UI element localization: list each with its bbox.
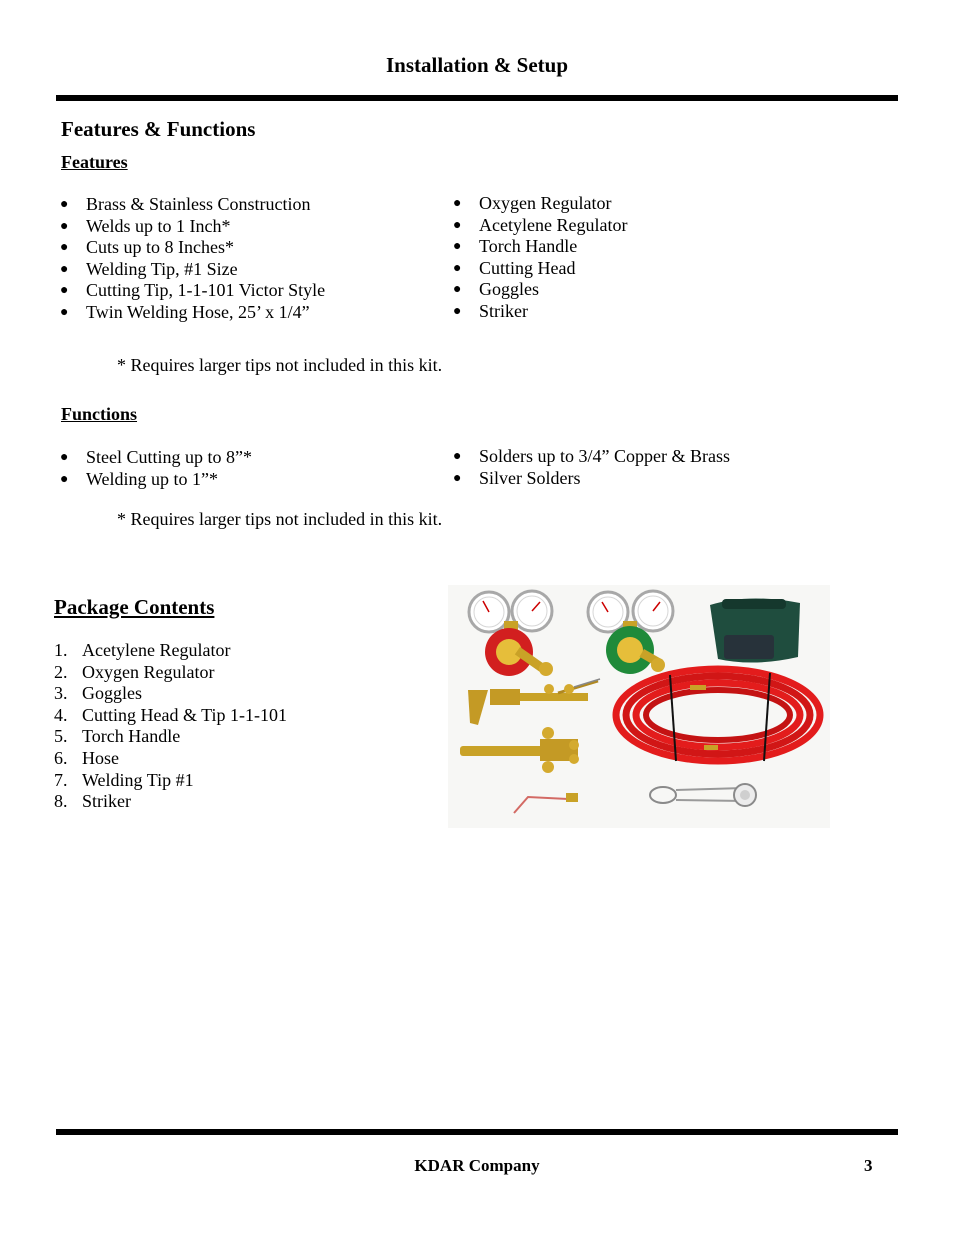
list-item: 5. Torch Handle	[54, 726, 181, 747]
bullet-icon: ●	[60, 471, 69, 487]
bullet-icon: ●	[453, 196, 462, 211]
page-number: 3	[864, 1156, 873, 1175]
hose-image	[616, 669, 820, 761]
list-item: 2. Oxygen Regulator	[54, 661, 215, 682]
bullet-icon: ●	[60, 197, 69, 212]
bullet-icon: ●	[60, 261, 69, 277]
list-item: ● Goggles	[453, 279, 539, 300]
list-item: ● Welding up to 1”*	[60, 468, 219, 489]
welding-tip-image	[514, 793, 578, 813]
list-item: ● Cutting Head	[453, 257, 576, 278]
list-item: ● Silver Solders	[453, 467, 581, 488]
bullet-icon: ●	[60, 304, 69, 320]
header-rule	[56, 95, 898, 101]
list-item: 4. Cutting Head & Tip 1-1-101	[54, 704, 288, 725]
list-item: ● Brass & Stainless Construction	[60, 194, 311, 214]
cutting-head-image	[468, 679, 600, 725]
features-note: * Requires larger tips not included in this kit.	[117, 355, 443, 375]
functions-note: * Requires larger tips not included in this kit.	[117, 509, 443, 529]
list-item: ● Cutting Tip, 1-1-101 Victor Style	[60, 280, 326, 301]
list-item: 7. Welding Tip #1	[54, 769, 194, 790]
list-item: 8. Striker	[54, 791, 131, 812]
bullet-icon: ●	[453, 282, 462, 298]
torch-handle-image	[460, 727, 579, 773]
bullet-icon: ●	[453, 217, 462, 233]
footer-rule	[56, 1129, 898, 1135]
bullet-icon: ●	[453, 449, 462, 464]
list-item: 3. Goggles	[54, 683, 142, 704]
features-list-right	[451, 193, 627, 323]
package-contents-photo	[448, 585, 830, 828]
package-contents-heading: Package Contents	[54, 595, 215, 619]
list-item: ● Acetylene Regulator	[453, 214, 628, 235]
list-item: ● Twin Welding Hose, 25’ x 1/4”	[60, 301, 310, 322]
functions-heading: Functions	[61, 404, 138, 424]
page-title: Installation & Setup	[385, 53, 569, 77]
list-item: ● Torch Handle	[453, 236, 578, 257]
footer-company: KDAR Company	[414, 1156, 540, 1175]
functions-list-right	[451, 446, 730, 489]
oxygen-regulator-image	[588, 591, 673, 674]
section-heading-features-functions: Features & Functions	[61, 117, 256, 141]
goggles-image	[710, 598, 800, 662]
bullet-icon: ●	[453, 260, 462, 276]
list-item: 1. Acetylene Regulator	[54, 640, 231, 660]
list-item: ● Welding Tip, #1 Size	[60, 258, 238, 279]
bullet-icon: ●	[60, 283, 69, 299]
list-item: ● Oxygen Regulator	[453, 193, 612, 213]
bullet-icon: ●	[60, 450, 69, 465]
acetylene-regulator-image	[469, 591, 553, 676]
package-contents-list	[54, 640, 287, 813]
bullet-icon: ●	[453, 470, 462, 486]
list-item: ● Welds up to 1 Inch*	[60, 215, 231, 236]
striker-image	[650, 784, 756, 806]
list-item: 6. Hose	[54, 747, 119, 768]
bullet-icon: ●	[453, 303, 462, 319]
list-item: ● Striker	[453, 300, 528, 321]
list-item: ● Solders up to 3/4” Copper & Brass	[453, 446, 730, 466]
list-item: ● Cuts up to 8 Inches*	[60, 237, 234, 258]
functions-list-left	[58, 447, 252, 490]
bullet-icon: ●	[60, 240, 69, 256]
bullet-icon: ●	[453, 239, 462, 255]
features-heading: Features	[61, 152, 128, 172]
bullet-icon: ●	[60, 218, 69, 234]
features-list-left	[58, 194, 325, 324]
list-item: ● Steel Cutting up to 8”*	[60, 447, 252, 467]
